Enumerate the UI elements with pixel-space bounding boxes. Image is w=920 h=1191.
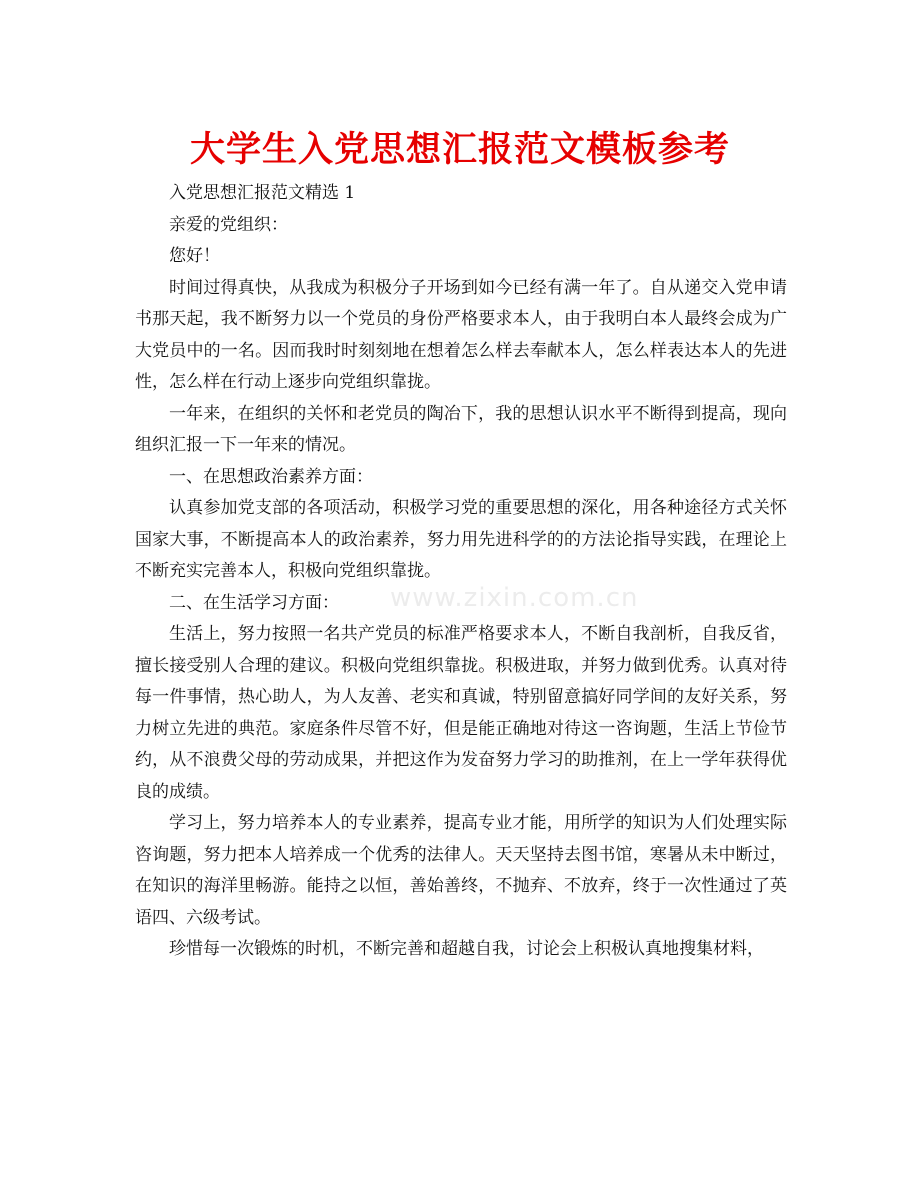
paragraph: 一年来，在组织的关怀和老党员的陶冶下，我的思想认识水平不断得到提高，现向组织汇报一下一年来的情况。 (135, 403, 787, 455)
paragraph: 学习上，努力培养本人的专业素养，提高专业才能，用所学的知识为人们处理实际咨询题，努力把本人培养成一个优秀的法律人。天天坚持去图书馆，寒暑从未中断过，在知识的海洋里畅游。能持之以恒，善始善终，不抛弃、不放弃，终于一次性通过了英语四、六级考试。 (135, 813, 787, 928)
paragraph: 认真参加党支部的各项活动，积极学习党的重要思想的深化，用各种途径方式关怀国家大事，不断提高本人的政治素养，努力用先进科学的的方法论指导实践，在理论上不断充实完善本人，积极向党组织靠拢。 (135, 498, 787, 581)
paragraph: 生活上，努力按照一名共产党员的标准严格要求本人，不断自我剖析，自我反省，擅长接受别人合理的建议。积极向党组织靠拢。积极进取，并努力做到优秀。认真对待每一件事情，热心助人，为人友善、老实和真诚，特别留意搞好同学间的友好关系，努力树立先进的典范。家庭条件尽管不好，但是能正确地对待这一咨询题，生活上节俭节约，从不浪费父母的劳动成果，并把这作为发奋努力学习的助推剂，在上一学年获得优良的成绩。 (135, 624, 787, 802)
document-title: 大学生入党思想汇报范文模板参考 (189, 130, 730, 170)
paragraph-greeting: 您好！ (169, 246, 220, 266)
section-heading-1: 一、在思想政治素养方面： (169, 466, 373, 487)
paragraph-heading: 入党思想汇报范文精选 1 (169, 183, 356, 203)
paragraph: 珍惜每一次锻炼的时机，不断完善和超越自我，讨论会上积极认真地搜集材料， (169, 939, 764, 959)
watermark: www.zixin.com.cn (390, 583, 639, 613)
section-heading-2: 二、在生活学习方面： (169, 592, 339, 613)
paragraph-salutation: 亲爱的党组织： (169, 214, 288, 235)
document-body (135, 178, 787, 966)
paragraph: 时间过得真快，从我成为积极分子开场到如今已经有满一年了。自从递交入党申请书那天起，我不断努力以一个党员的身份严格要求本人，由于我明白本人最终会成为广大党员中的一名。因而我时时刻刻地在想着怎么样去奉献本人，怎么样表达本人的先进性，怎么样在行动上逐步向党组织靠拢。 (135, 277, 787, 392)
